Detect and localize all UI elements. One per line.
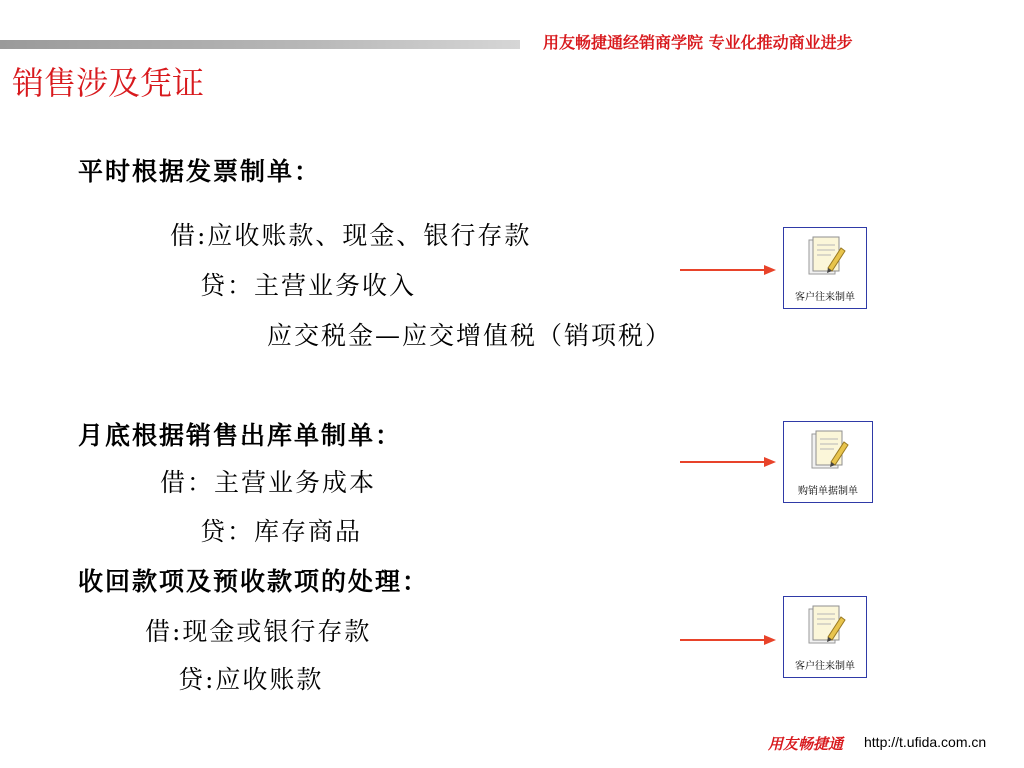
- icon-customer-voucher-button[interactable]: [783, 596, 867, 678]
- arrow-right-icon: [680, 264, 776, 276]
- section-invoice-credit: 贷：主营业务收入: [200, 271, 417, 300]
- section-receipts-debit: 借:现金或银行存款: [145, 617, 372, 646]
- icon-label: 客户往来制单: [795, 292, 855, 303]
- section-month-end-heading: 月底根据销售出库单制单：: [78, 421, 403, 450]
- icon-label: 客户往来制单: [795, 661, 855, 672]
- header-slogan: 用友畅捷通经销商学院 专业化推动商业进步: [543, 33, 853, 52]
- icon-label: 购销单据制单: [798, 486, 858, 497]
- document-edit-icon: [809, 428, 849, 474]
- header-gradient-bar: [0, 40, 520, 49]
- document-edit-icon: [806, 603, 846, 649]
- footer-brand-logo: 用友畅捷通: [768, 735, 844, 753]
- arrow-right-icon: [680, 634, 776, 646]
- section-receipts-credit: 贷:应收账款: [178, 665, 324, 694]
- section-receipts-heading: 收回款项及预收款项的处理：: [78, 567, 430, 596]
- icon-customer-voucher-button[interactable]: [783, 227, 867, 309]
- arrow-right-icon: [680, 456, 776, 468]
- section-month-end-debit: 借：主营业务成本: [160, 468, 377, 497]
- section-invoice-credit-tax: 应交税金—应交增值税（销项税）: [267, 321, 673, 350]
- icon-sales-document-voucher-button[interactable]: [783, 421, 873, 503]
- footer-url[interactable]: http://t.ufida.com.cn: [864, 734, 987, 750]
- section-invoice-heading: 平时根据发票制单：: [78, 157, 322, 186]
- section-month-end-credit: 贷：库存商品: [200, 517, 363, 546]
- section-invoice-debit: 借:应收账款、现金、银行存款: [170, 221, 532, 250]
- page-title: 销售涉及凭证: [12, 64, 205, 102]
- document-edit-icon: [806, 234, 846, 280]
